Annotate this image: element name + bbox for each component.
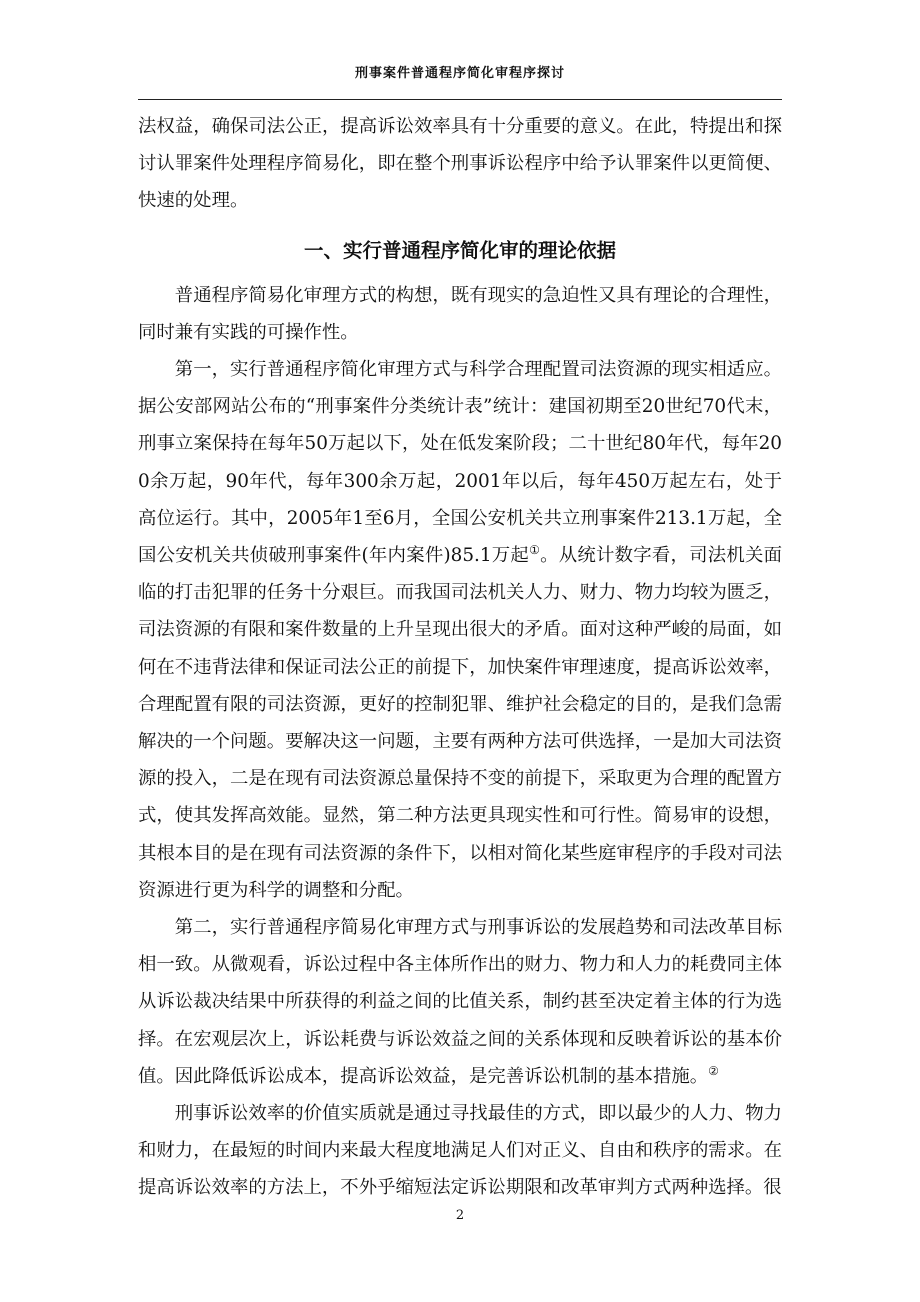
paragraph-first-point [138, 351, 782, 909]
paragraph-continuation: 法权益，确保司法公正，提高诉讼效率具有十分重要的意义。在此，特提出和探讨认罪案件处理程序简易化，即在整个刑事诉讼程序中给予认罪案件以更简便、快速的处理。 [138, 116, 782, 212]
footnote-ref-2[interactable]: ② [708, 1063, 719, 1078]
footnote-ref-1[interactable]: ① [529, 542, 541, 557]
paragraph-first-point-text: 第一，实行普通程序简化审理方式与科学合理配置司法资源的现实相适应。据公安部网站公布的“刑事案件分类统计表”统计：建国初期至20世纪70代末，刑事立案保持在每年50万起以下，处在低发案阶段；二十世纪80年代，每年200余万起，90年代，每年300余万起，2001年以后，每年450万起左右，处于高位运行。其中，2005年1至6月，全国公安机关共立刑事案件213.1万起，全国公安机关共侦破刑事案件(年内案件)85.1万起 [138, 359, 782, 567]
paragraph-first-point-tail: 。从统计数字看，司法机关面临的打击犯罪的任务十分艰巨。而我国司法机关人力、财力、物力均较为匮乏，司法资源的有限和案件数量的上升呈现出很大的矛盾。面对这种严峻的局面，如何在不违背法律和保证司法公正的前提下，加快案件审理速度，提高诉讼效率，合理配置有限的司法资源，更好的控制犯罪、维护社会稳定的目的，是我们急需解决的一个问题。要解决这一问题，主要有两种方法可供选择，一是加大司法资源的投入，二是在现有司法资源总量保持不变的前提下，采取更为合理的配置方式，使其发挥高效能。显然，第二种方法更具现实性和可行性。简易审的设想，其根本目的是在现有司法资源的条件下，以相对简化某些庭审程序的手段对司法资源进行更为科学的调整和分配。 [138, 545, 782, 901]
paragraph-second-point-text: 第二，实行普通程序简易化审理方式与刑事诉讼的发展趋势和司法改革目标相一致。从微观看，诉讼过程中各主体所作出的财力、物力和人力的耗费同主体从诉讼裁决结果中所获得的利益之间的比值关系，制约甚至决定着主体的行为选择。在宏观层次上，诉讼耗费与诉讼效益之间的关系体现和反映着诉讼的基本价值。因此降低诉讼成本，提高诉讼效益，是完善诉讼机制的基本措施。 [138, 917, 782, 1087]
header-divider [138, 99, 782, 100]
page-number: 2 [455, 1208, 465, 1223]
document-body [138, 108, 782, 1207]
paragraph-intro: 普通程序简易化审理方式的构想，既有现实的急迫性又具有理论的合理性，同时兼有实践的可操作性。 [138, 284, 782, 343]
paragraph-efficiency: 刑事诉讼效率的价值实质就是通过寻找最佳的方式，即以最少的人力、物力和财力，在最短的时间内来最大程度地满足人们对正义、自由和秩序的需求。在提高诉讼效率的方法上，不外乎缩短法定诉讼期限和改革审判方式两种选择。很 [138, 1103, 782, 1199]
section-heading: 一、实行普通程序简化审的理论依据 [303, 238, 616, 262]
paragraph-second-point [138, 909, 782, 1095]
running-header: 刑事案件普通程序简化审程序探讨 [354, 66, 565, 81]
